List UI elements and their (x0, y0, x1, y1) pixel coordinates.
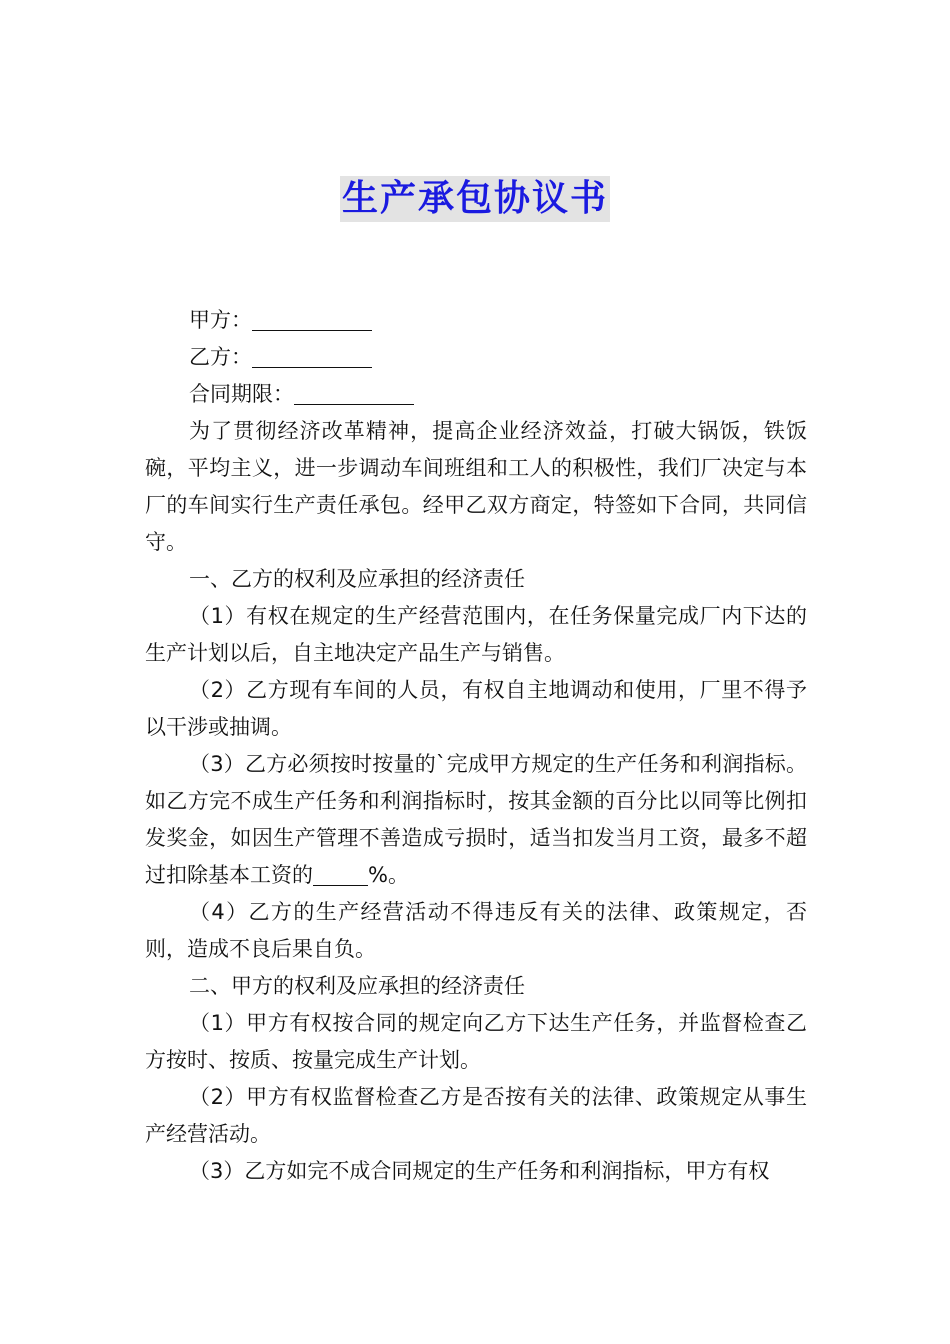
section1-item3 (145, 746, 807, 894)
term-label: 合同期限： (189, 382, 294, 406)
party-a-line (145, 302, 807, 339)
term-blank (294, 382, 414, 405)
section2-item3: （3）乙方如完不成合同规定的生产任务和利润指标，甲方有权 (189, 1159, 770, 1183)
party-b-blank (252, 345, 372, 368)
party-a-label: 甲方： (189, 308, 252, 332)
section1-heading: 一、乙方的权利及应承担的经济责任 (189, 567, 525, 591)
section1-item1: （1）有权在规定的生产经营范围内，在任务保量完成厂内下达的生产计划以后，自主地决定产品生产与销售。 (145, 604, 807, 665)
section1-item3-text: （3）乙方必须按时按量的`完成甲方规定的生产任务和利润指标。如乙方完不成生产任务和利润指标时，按其金额的百分比以同等比例扣发奖金，如因生产管理不善造成亏损时，适当扣发当月工资，最多不超过扣除基本工资的 (145, 752, 807, 887)
party-b-label: 乙方： (189, 345, 252, 369)
party-a-blank (252, 308, 372, 331)
section2-item2: （2）甲方有权监督检查乙方是否按有关的法律、政策规定从事生产经营活动。 (145, 1085, 807, 1146)
section1-item4: （4）乙方的生产经营活动不得违反有关的法律、政策规定，否则，造成不良后果自负。 (145, 900, 807, 961)
percent-blank (313, 863, 368, 886)
document-title: 生产承包协议书 (340, 176, 610, 222)
title-container (0, 176, 950, 222)
section1-item2: （2）乙方现有车间的人员，有权自主地调动和使用，厂里不得予以干涉或抽调。 (145, 678, 807, 739)
section2-heading: 二、甲方的权利及应承担的经济责任 (189, 974, 525, 998)
section1-item3-end: %。 (368, 863, 409, 887)
section2-item1: （1）甲方有权按合同的规定向乙方下达生产任务，并监督检查乙方按时、按质、按量完成生产计划。 (145, 1011, 807, 1072)
party-b-line (145, 339, 807, 376)
term-line (145, 376, 807, 413)
intro-paragraph: 为了贯彻经济改革精神，提高企业经济效益，打破大锅饭，铁饭碗，平均主义，进一步调动车间班组和工人的积极性，我们厂决定与本厂的车间实行生产责任承包。经甲乙双方商定，特签如下合同，共同信守。 (145, 419, 807, 554)
document-body (145, 302, 807, 1190)
